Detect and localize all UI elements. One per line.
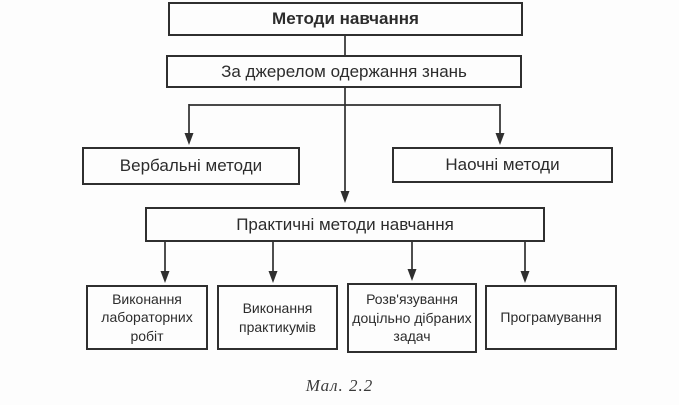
arrow-to-lab-works [161,242,170,283]
node-programming [485,285,617,350]
node-by-knowledge-source [166,55,522,88]
node-teaching-methods-label: Методи навчання [272,9,419,29]
node-practicums [217,285,338,350]
node-selected-tasks [347,283,477,353]
node-teaching-methods [168,2,523,36]
arrow-to-verbal-methods [185,104,194,145]
node-lab-works [86,285,208,350]
node-practical-methods [145,207,545,242]
node-practicums-label: Виконання практикумів [239,300,316,335]
node-practical-methods-label: Практичні методи навчання [236,214,454,234]
node-programming-label: Програмування [500,309,602,326]
node-by-knowledge-source-label: За джерелом одержання знань [221,61,467,81]
arrow-to-selected-tasks [408,242,417,281]
arrow-to-programming [521,242,530,283]
figure-caption: Мал. 2.2 [305,376,374,395]
node-lab-works-label: Виконання лабораторних робіт [101,290,193,344]
node-visual-methods [392,147,613,183]
node-verbal-methods-label: Вербальні методи [119,156,263,176]
arrow-to-visual-methods [496,104,505,145]
node-selected-tasks-label: Розв'язування доцільно дібраних задач [352,291,472,345]
node-visual-methods-label: Наочні методи [445,155,560,175]
node-verbal-methods [82,147,300,185]
arrow-to-practicums [269,242,278,283]
